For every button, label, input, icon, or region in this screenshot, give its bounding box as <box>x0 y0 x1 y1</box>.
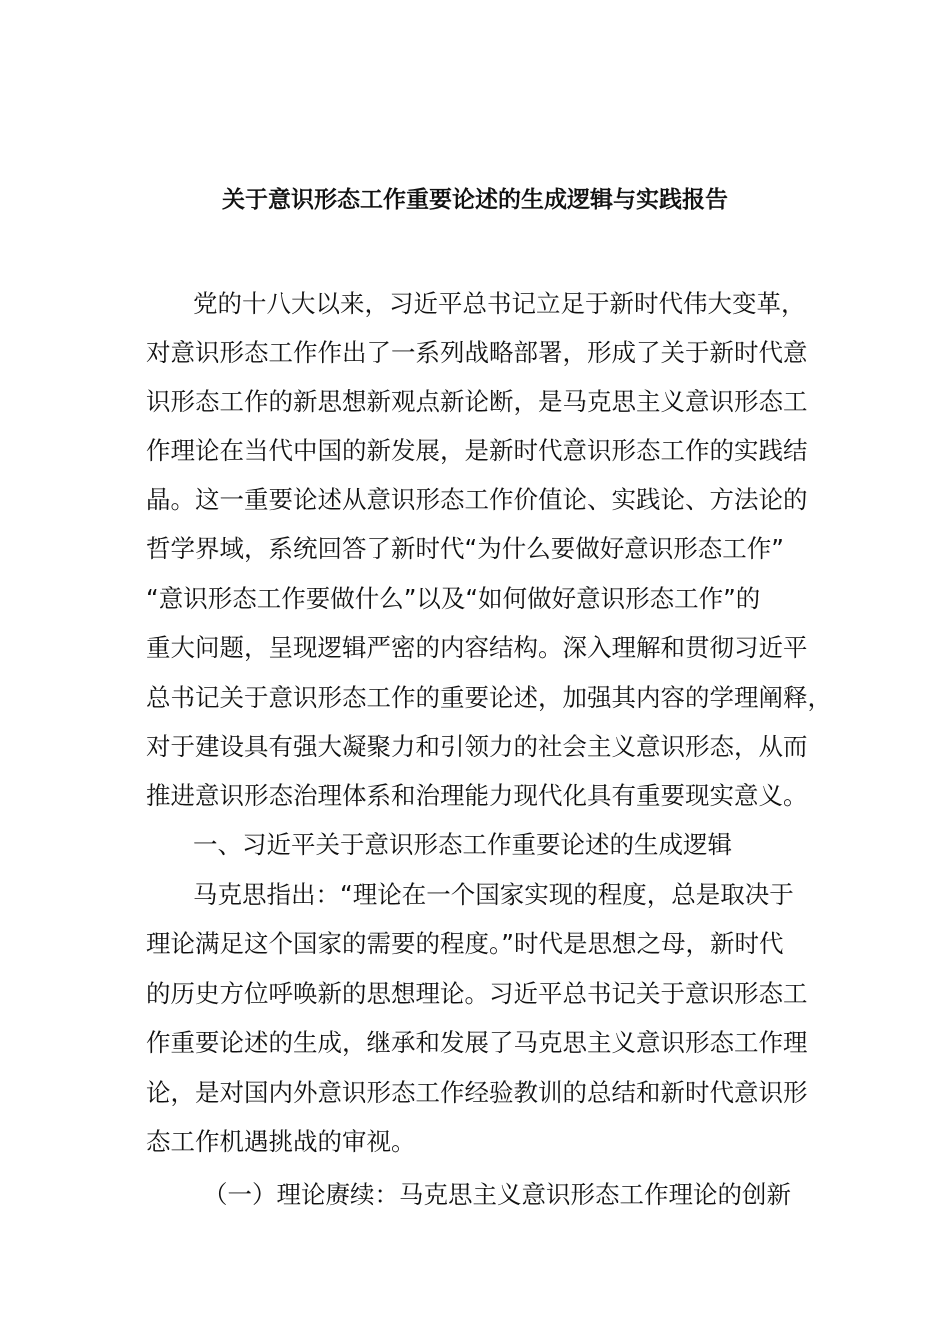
paragraph-line: 论，是对国内外意识形态工作经验教训的总结和新时代意识形 <box>146 1078 808 1107</box>
paragraph-line: 哲学界域，系统回答了新时代“为什么要做好意识形态工作” <box>146 534 784 563</box>
paragraph-line: 马克思指出：“理论在一个国家实现的程度，总是取决于 <box>193 880 794 909</box>
paragraph-line: 重大问题，呈现逻辑严密的内容结构。深入理解和贯彻习近平 <box>146 633 808 662</box>
document-title: 关于意识形态工作重要论述的生成逻辑与实践报告 <box>222 187 728 213</box>
paragraph-line: 态工作机遇挑战的审视。 <box>146 1127 416 1156</box>
subsection-heading: （一）理论赓续：马克思主义意识形态工作理论的创新 <box>203 1180 791 1209</box>
paragraph-line: 晶。这一重要论述从意识形态工作价值论、实践论、方法论的 <box>146 485 808 514</box>
paragraph-line: “意识形态工作要做什么”以及“如何做好意识形态工作”的 <box>146 584 761 613</box>
paragraph-line: 对意识形态工作作出了一系列战略部署，形成了关于新时代意 <box>146 338 808 367</box>
paragraph-line: 作重要论述的生成，继承和发展了马克思主义意识形态工作理 <box>146 1028 808 1057</box>
paragraph-line: 总书记关于意识形态工作的重要论述，加强其内容的学理阐释， <box>146 683 832 712</box>
paragraph-line: 推进意识形态治理体系和治理能力现代化具有重要现实意义。 <box>146 781 808 810</box>
paragraph-line: 的历史方位呼唤新的思想理论。习近平总书记关于意识形态工 <box>146 979 808 1008</box>
section-heading: 一、习近平关于意识形态工作重要论述的生成逻辑 <box>193 830 732 859</box>
paragraph-line: 党的十八大以来，习近平总书记立足于新时代伟大变革， <box>193 289 806 318</box>
paragraph-line: 识形态工作的新思想新观点新论断，是马克思主义意识形态工 <box>146 387 808 416</box>
paragraph-line: 作理论在当代中国的新发展，是新时代意识形态工作的实践结 <box>146 436 808 465</box>
paragraph-line: 对于建设具有强大凝聚力和引领力的社会主义意识形态，从而 <box>146 732 808 761</box>
paragraph-line: 理论满足这个国家的需要的程度。”时代是思想之母，新时代 <box>146 929 784 958</box>
